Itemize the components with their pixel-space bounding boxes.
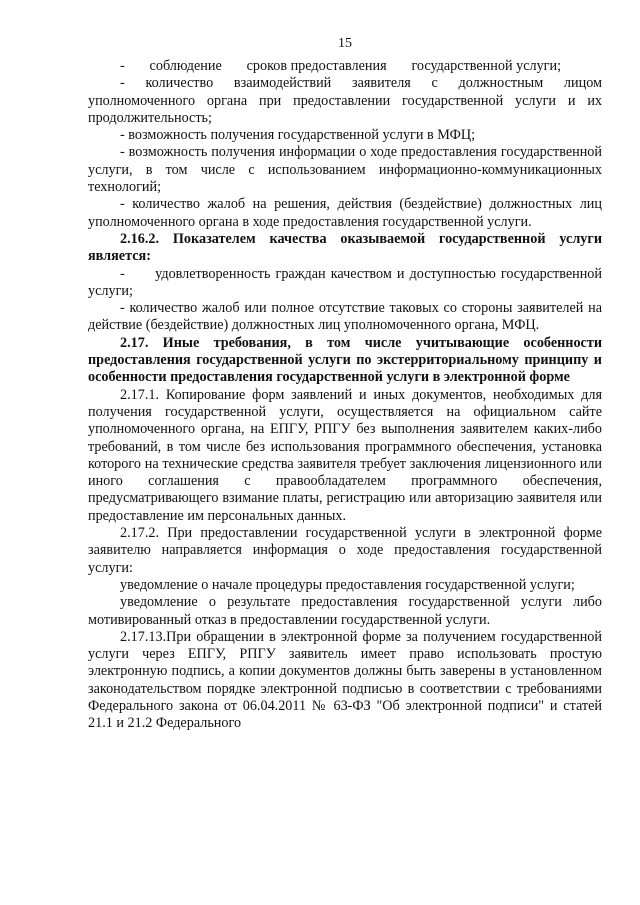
paragraph-2-17-13: 2.17.13.При обращении в электронной форме за получением государственной услуги через ЕПГУ, РПГУ заявитель имеет право использовать простую электронную подпись, а копии документов должны быть заверены в установленном законодательством порядке электронной подписью в соответствии с требованиями Федерального закона от 06.04.2011 № 63-ФЗ "Об электронной подписи" и статей 21.1 и 21.2 Федерального — [88, 628, 602, 732]
paragraph-progress-info: - возможность получения информации о ходе предоставления государственной услуги, в том числе с использованием информационно-коммуникационных технологий; — [88, 144, 602, 196]
paragraph-2-17-2: 2.17.2. При предоставлении государственной услуги в электронной форме заявителю направляется информация о ходе предоставления государственной услуги: — [88, 525, 602, 576]
paragraph-deadline-compliance: - соблюдение сроков предоставления государственной услуги; — [120, 58, 562, 74]
paragraph-interaction-count: - количество взаимодействий заявителя с должностным лицом уполномоченного органа при предоставлении государственной услуги и их продолжительность; — [88, 75, 602, 126]
paragraph-mfc-availability: - возможность получения государственной услуги в МФЦ; — [120, 127, 476, 144]
paragraph-start-notice: уведомление о начале процедуры предоставления государственной услуги; — [120, 576, 575, 593]
heading-2-16-2: 2.16.2. Показателем качества оказываемой государственной услуги является: — [88, 230, 602, 265]
heading-2-17: 2.17. Иные требования, в том числе учитывающие особенности предоставления государственной услуги по экстерриториальному принципу и особенности предоставления государственной услуги в электронной форме — [88, 334, 602, 386]
paragraph-satisfaction: - удовлетворенность граждан качеством и доступностью государственной услуги; — [88, 265, 602, 299]
paragraph-complaints-count: - количество жалоб на решения, действия (бездействие) должностных лиц уполномоченного органа в ходе предоставления государственной услуги. — [88, 196, 602, 230]
page-number: 15 — [338, 36, 352, 51]
paragraph-complaints-absence: - количество жалоб или полное отсутствие таковых со стороны заявителей на действие (бездействие) должностных лиц уполномоченного органа, МФЦ. — [88, 300, 602, 334]
document-body — [88, 58, 602, 733]
paragraph-2-17-1: 2.17.1. Копирование форм заявлений и иных документов, необходимых для получения государственной услуги, осуществляется на официальном сайте уполномоченного органа, на ЕПГУ, РПГУ без выполнения заявителем каких-либо требований, в том числе без использования программного обеспечения, установка которого на технические средства заявителя требует заключения лицензионного или иного соглашения с правообладателем программного обеспечения, предусматривающего взимание платы, регистрацию или авторизацию заявителя или предоставление им персональных данных. — [88, 386, 602, 524]
paragraph-result-notice: уведомление о результате предоставления государственной услуги либо мотивированный отказ в предоставлении государственной услуги. — [88, 594, 602, 628]
